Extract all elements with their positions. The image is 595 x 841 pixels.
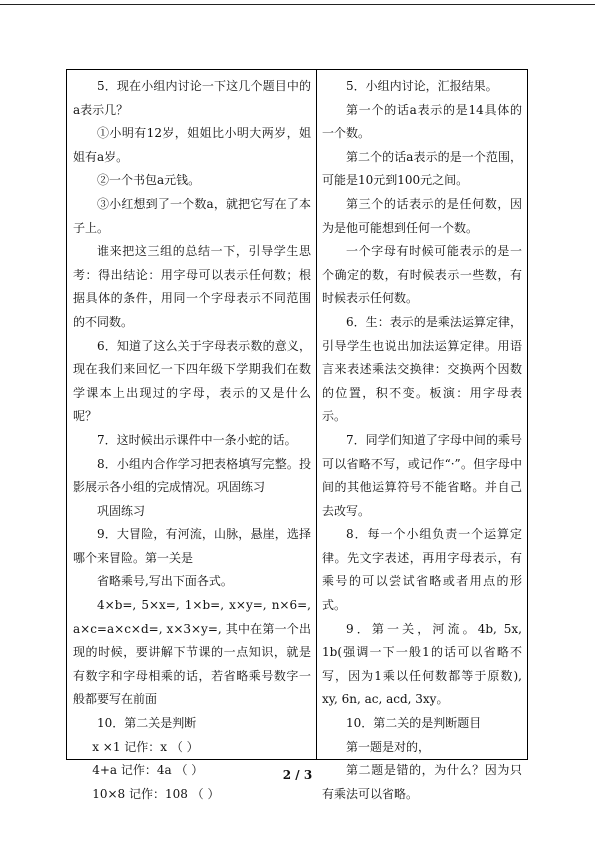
teacher-activity-column — [73, 75, 311, 806]
left-paragraph: ②一个书包a元钱。 — [97, 173, 201, 188]
left-paragraph: 5．现在小组内讨论一下这几个题目中的a表示几？ — [73, 79, 311, 117]
right-paragraph: 10．第二关的是判断题目 — [346, 716, 482, 731]
left-paragraph: 8．小组内合作学习把表格填写完整。投影展示各小组的完成情况。巩固练习 — [73, 456, 311, 495]
right-paragraph: 8．每一个小组负责一个运算定律。先文字表述，再用字母表示，有乘号的可以尝试省略或者用点的形式。 — [322, 527, 522, 613]
left-paragraph: 10×8 记作：108 （ ） — [92, 786, 220, 801]
right-paragraph: 第三个的话表示的是任何数，因为是他可能想到任何一个数。 — [322, 196, 522, 235]
right-paragraph: 第二个的话a表示的是一个范围，可能是10元到100元之间。 — [322, 149, 522, 188]
left-paragraph: 6．知道了这么关于字母表示数的意义，现在我们来回忆一下四年级下学期我们在数学课本上出现过的字母，表示的又是什么呢？ — [73, 338, 311, 424]
right-paragraph: 5．小组内讨论，汇报结果。 — [346, 79, 498, 93]
left-paragraph: x ×1 记作：x （ ） — [92, 739, 199, 754]
right-paragraph: 6．生：表示的是乘法运算定律，引导学生也说出加法运算定律。用语言来表述乘法交换律：交换两个因数的位置，积不变。板演：用字母表示。 — [322, 314, 522, 424]
top-rule — [0, 4, 595, 5]
left-paragraph: 9．大冒险，有河流，山脉，悬崖，选择哪个来冒险。第一关是 — [73, 527, 311, 565]
left-paragraph: 巩固练习 — [97, 503, 146, 518]
right-paragraph: 7．同学们知道了字母中间的乘号可以省略不写，或记作“·”。但字母中间的其他运算符号不能省略。并自己去改写。 — [322, 432, 522, 518]
left-paragraph: 7．这时候出示课件中一条小蛇的话。 — [97, 432, 297, 447]
page-number: 2 / 3 — [282, 768, 313, 782]
left-paragraph: 省略乘号,写出下面各式。 — [97, 574, 233, 589]
right-paragraph: 一个字母有时候可能表示的是一个确定的数，有时候表示一些数，有时候表示任何数。 — [322, 244, 522, 306]
left-paragraph: 10．第二关是判断 — [97, 716, 197, 731]
left-paragraph: ③小红想到了一个数a，就把它写在了本子上。 — [73, 196, 311, 235]
column-divider — [316, 70, 317, 759]
right-paragraph: 9．第一关，河流。4b, 5x, 1b(强调一下一般1的话可以省略不写，因为1乘以任何数都等于原数), xy, 6n, ac, acd, 3xy。 — [322, 621, 522, 707]
left-paragraph: ①小明有12岁，姐姐比小明大两岁，姐姐有a岁。 — [73, 126, 311, 164]
left-paragraph: 4+a 记作：4a （ ） — [92, 763, 204, 778]
right-paragraph: 第二题是错的，为什么？因为只有乘法可以省略。 — [322, 763, 522, 801]
right-paragraph: 第一个的话a表示的是14具体的一个数。 — [322, 102, 522, 141]
left-paragraph: 谁来把这三组的总结一下，引导学生思考：得出结论：用字母可以表示任何数；根据具体的条件，用同一个字母表示不同范围的不同数。 — [73, 244, 311, 329]
right-paragraph: 第一题是对的， — [346, 739, 431, 754]
left-paragraph: 4×b=, 5×x=, 1×b=, x×y=, n×6=, a×c=a×c×d=, x×3×y=, 其中在第一个出现的时候，要讲解下节课的一点知识，就是有数字和字母相乘的话，若省略乘号数字一般都要写在前面 — [73, 598, 311, 707]
student-activity-column — [322, 75, 522, 806]
